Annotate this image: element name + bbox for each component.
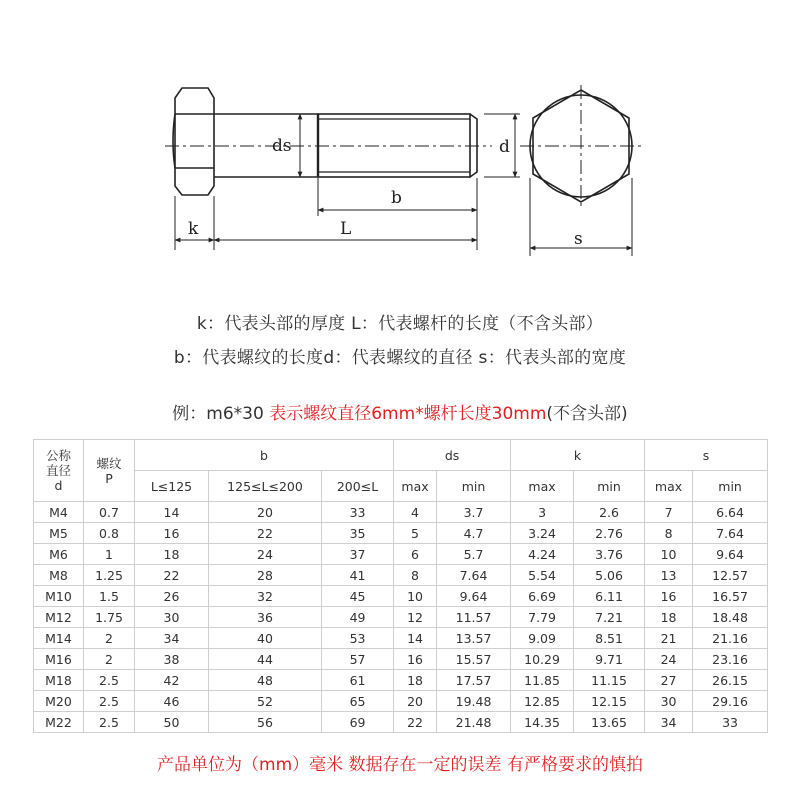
spec-table	[33, 439, 768, 733]
table-cell: 65	[322, 691, 394, 712]
table-cell: 36	[209, 607, 322, 628]
table-cell: 28	[209, 565, 322, 586]
table-cell: 3	[511, 502, 574, 523]
subheader-cell: min	[693, 471, 768, 502]
table-cell: 7.21	[574, 607, 645, 628]
table-cell: 18	[645, 607, 693, 628]
label-L: L	[340, 219, 352, 239]
table-cell: 3.7	[437, 502, 511, 523]
header-pitch	[84, 440, 135, 502]
table-cell: 9.64	[693, 544, 768, 565]
table-cell: 12.15	[574, 691, 645, 712]
header-pitch-line: 螺纹	[96, 455, 122, 471]
table-cell: 18	[394, 670, 437, 691]
table-cell: M6	[34, 544, 84, 565]
table-cell: 6.64	[693, 502, 768, 523]
table-cell: 7.64	[693, 523, 768, 544]
table-cell: 46	[135, 691, 209, 712]
table-cell: 4	[394, 502, 437, 523]
subheader-cell: max	[511, 471, 574, 502]
table-cell: 4.24	[511, 544, 574, 565]
table-cell: M20	[34, 691, 84, 712]
example-suffix: (不含头部)	[546, 404, 628, 424]
table-cell: 2.76	[574, 523, 645, 544]
label-s: s	[574, 229, 583, 249]
table-cell: 9.71	[574, 649, 645, 670]
table-cell: 1.25	[84, 565, 135, 586]
table-cell: 30	[645, 691, 693, 712]
header-nominal-line: 公称	[45, 448, 71, 463]
legend-line-1: k：代表头部的厚度 L：代表螺杆的长度（不含头部）	[196, 314, 604, 334]
subheader-cell: max	[645, 471, 693, 502]
table-cell: 13.57	[437, 628, 511, 649]
table-cell: 8.51	[574, 628, 645, 649]
table-row	[34, 670, 768, 691]
table-cell: M18	[34, 670, 84, 691]
table-cell: 34	[645, 712, 693, 733]
table-cell: 0.8	[84, 523, 135, 544]
table-cell: 40	[209, 628, 322, 649]
subheader-cell: min	[437, 471, 511, 502]
table-cell: 19.48	[437, 691, 511, 712]
table-cell: 1.5	[84, 586, 135, 607]
table-row	[34, 712, 768, 733]
table-cell: 7	[645, 502, 693, 523]
table-cell: 61	[322, 670, 394, 691]
table-cell: M16	[34, 649, 84, 670]
table-cell: M10	[34, 586, 84, 607]
table-cell: 16	[645, 586, 693, 607]
table-cell: 14.35	[511, 712, 574, 733]
table-cell: 2.6	[574, 502, 645, 523]
table-cell: 3.24	[511, 523, 574, 544]
table-row	[34, 565, 768, 586]
table-cell: 12.85	[511, 691, 574, 712]
table-cell: 17.57	[437, 670, 511, 691]
table-cell: 2.5	[84, 712, 135, 733]
table-cell: 1	[84, 544, 135, 565]
table-cell: 45	[322, 586, 394, 607]
table-cell: 18.48	[693, 607, 768, 628]
table-cell: 14	[394, 628, 437, 649]
header-nominal-line: 直径	[45, 463, 71, 478]
table-cell: 7.79	[511, 607, 574, 628]
table-cell: M4	[34, 502, 84, 523]
table-cell: 9.64	[437, 586, 511, 607]
table-cell: 12.57	[693, 565, 768, 586]
table-row	[34, 691, 768, 712]
table-cell: 2.5	[84, 691, 135, 712]
table-cell: 9.09	[511, 628, 574, 649]
table-cell: 5	[394, 523, 437, 544]
header-k: k	[511, 440, 645, 471]
label-k: k	[188, 219, 199, 239]
subheader-cell: L≤125	[135, 471, 209, 502]
table-cell: 21.16	[693, 628, 768, 649]
table-cell: 21.48	[437, 712, 511, 733]
table-cell: 21	[645, 628, 693, 649]
table-row	[34, 523, 768, 544]
table-cell: 7.64	[437, 565, 511, 586]
table-cell: 22	[209, 523, 322, 544]
table-cell: 12	[394, 607, 437, 628]
table-cell: 27	[645, 670, 693, 691]
table-cell: 30	[135, 607, 209, 628]
table-cell: 24	[209, 544, 322, 565]
table-cell: M14	[34, 628, 84, 649]
table-cell: 13.65	[574, 712, 645, 733]
table-cell: 44	[209, 649, 322, 670]
table-cell: 15.57	[437, 649, 511, 670]
table-cell: 20	[209, 502, 322, 523]
table-cell: 38	[135, 649, 209, 670]
table-row	[34, 544, 768, 565]
table-cell: 35	[322, 523, 394, 544]
label-ds: ds	[272, 136, 292, 156]
table-cell: 53	[322, 628, 394, 649]
header-b: b	[135, 440, 394, 471]
table-cell: 16.57	[693, 586, 768, 607]
table-cell: 22	[394, 712, 437, 733]
table-cell: 32	[209, 586, 322, 607]
subheader-cell: 200≤L	[322, 471, 394, 502]
table-cell: 8	[394, 565, 437, 586]
table-cell: 34	[135, 628, 209, 649]
table-cell: 6.69	[511, 586, 574, 607]
table-cell: 29.16	[693, 691, 768, 712]
table-cell: 6.11	[574, 586, 645, 607]
table-cell: 18	[135, 544, 209, 565]
table-cell: 41	[322, 565, 394, 586]
table-cell: 11.85	[511, 670, 574, 691]
table-cell: 5.06	[574, 565, 645, 586]
table-cell: 1.75	[84, 607, 135, 628]
subheader-cell: 125≤L≤200	[209, 471, 322, 502]
table-cell: 26	[135, 586, 209, 607]
label-d: d	[499, 137, 510, 157]
table-cell: 20	[394, 691, 437, 712]
table-cell: 13	[645, 565, 693, 586]
table-cell: 24	[645, 649, 693, 670]
table-cell: 48	[209, 670, 322, 691]
table-cell: 16	[394, 649, 437, 670]
table-cell: 3.76	[574, 544, 645, 565]
table-row	[34, 502, 768, 523]
bolt-diagram	[0, 0, 800, 270]
header-nominal-diameter	[34, 440, 84, 502]
header-nominal-line: d	[54, 478, 63, 493]
table-cell: 10.29	[511, 649, 574, 670]
table-row	[34, 586, 768, 607]
table-cell: 10	[394, 586, 437, 607]
table-cell: M12	[34, 607, 84, 628]
table-cell: 37	[322, 544, 394, 565]
table-cell: 16	[135, 523, 209, 544]
table-cell: 42	[135, 670, 209, 691]
subheader-cell: max	[394, 471, 437, 502]
table-cell: 14	[135, 502, 209, 523]
table-cell: 8	[645, 523, 693, 544]
table-row	[34, 628, 768, 649]
table-cell: 22	[135, 565, 209, 586]
table-cell: 56	[209, 712, 322, 733]
units-note: 产品单位为（mm）毫米 数据存在一定的误差 有严格要求的慎拍	[157, 755, 643, 775]
table-cell: M22	[34, 712, 84, 733]
table-cell: 6	[394, 544, 437, 565]
table-cell: 2.5	[84, 670, 135, 691]
table-cell: 50	[135, 712, 209, 733]
table-row	[34, 607, 768, 628]
example-highlight: 表示螺纹直径6mm*螺杆长度30mm	[269, 404, 547, 424]
header-pitch-line: P	[105, 470, 113, 486]
table-cell: M8	[34, 565, 84, 586]
header-ds: ds	[394, 440, 511, 471]
table-cell: 26.15	[693, 670, 768, 691]
table-cell: 69	[322, 712, 394, 733]
table-cell: 33	[693, 712, 768, 733]
legend-line-2: b：代表螺纹的长度d：代表螺纹的直径 s：代表头部的宽度	[173, 348, 627, 368]
table-cell: 4.7	[437, 523, 511, 544]
example-prefix: 例：m6*30	[172, 404, 270, 424]
table-cell: 23.16	[693, 649, 768, 670]
table-cell: 49	[322, 607, 394, 628]
label-b: b	[391, 188, 402, 208]
example-line	[0, 399, 800, 424]
header-s: s	[645, 440, 768, 471]
table-cell: 52	[209, 691, 322, 712]
subheader-cell: min	[574, 471, 645, 502]
table-cell: 33	[322, 502, 394, 523]
table-cell: M5	[34, 523, 84, 544]
table-cell: 5.54	[511, 565, 574, 586]
table-cell: 0.7	[84, 502, 135, 523]
table-cell: 10	[645, 544, 693, 565]
table-cell: 5.7	[437, 544, 511, 565]
table-cell: 11.15	[574, 670, 645, 691]
table-cell: 2	[84, 649, 135, 670]
table-cell: 57	[322, 649, 394, 670]
table-row	[34, 649, 768, 670]
table-cell: 2	[84, 628, 135, 649]
table-cell: 11.57	[437, 607, 511, 628]
